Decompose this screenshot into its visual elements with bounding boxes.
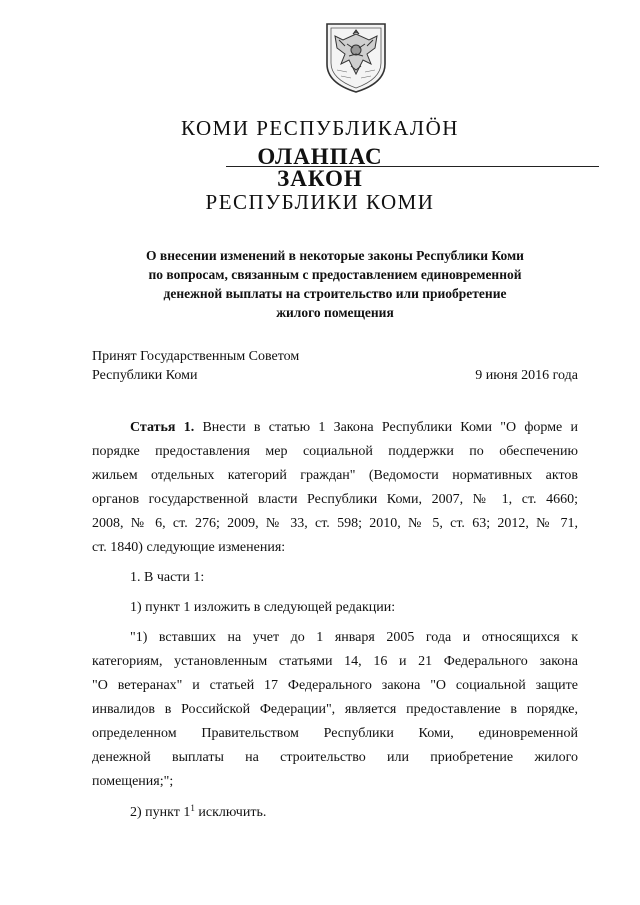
article-text: Внести в статью 1 Закона Республики Коми "О форме и xyxy=(202,420,579,435)
quote-line: "1) вставших на учет до 1 января 2005 года и относящихся к xyxy=(130,630,578,645)
part-1-heading: 1. В части 1: xyxy=(130,570,205,585)
point-1-heading: 1) пункт 1 изложить в следующей редакции: xyxy=(130,600,396,615)
article-line: порядке предоставления мер социальной поддержки по обеспечению xyxy=(92,444,578,459)
law-title-line: по вопросам, связанным с предоставлением единовременной xyxy=(148,267,522,282)
law-title-line: жилого помещения xyxy=(276,305,394,320)
point-2-line xyxy=(130,804,578,822)
quote-line: определенном Правительством Республики Коми, единовременной xyxy=(92,726,578,741)
quote-line: помещения;"; xyxy=(92,774,174,789)
header-olanpas: ОЛАНПАС xyxy=(257,144,383,169)
header-komi-line: КОМИ РЕСПУБЛИКАЛÖН xyxy=(181,116,459,140)
coat-of-arms-emblem xyxy=(323,20,389,94)
quote-line: инвалидов в Российской Федерации", является предоставление в порядке, xyxy=(92,702,578,717)
quote-line: категориям, установленным статьями 14, 16 и 21 Федерального закона xyxy=(92,654,578,669)
article-line: ст. 1840) следующие изменения: xyxy=(92,540,286,555)
article-label: Статья 1. xyxy=(130,420,195,435)
law-title xyxy=(80,246,590,322)
adoption-date: 9 июня 2016 года xyxy=(475,368,578,383)
header-respubliki: РЕСПУБЛИКИ КОМИ xyxy=(205,190,435,214)
point-2-superscript: 1 xyxy=(190,803,195,813)
article-line: органов государственной власти Республики Коми, 2007, № 1, ст. 4660; xyxy=(92,492,578,507)
article-line: 2008, № 6, ст. 276; 2009, № 33, ст. 598; 2010, № 5, ст. 63; 2012, № 71, xyxy=(92,516,578,531)
law-title-line: денежной выплаты на строительство или приобретение xyxy=(163,286,507,301)
article-line: жильем отдельных категорий граждан" (Ведомости нормативных актов xyxy=(92,468,578,483)
law-title-line: О внесении изменений в некоторые законы Республики Коми xyxy=(146,248,524,263)
quote-line: "О ветеранах" и статьей 17 Федерального закона "О социальной защите xyxy=(92,678,578,693)
adoption-info xyxy=(92,347,299,385)
adoption-line: Республики Коми xyxy=(92,368,198,383)
point-2-prefix: 2) пункт 1 xyxy=(130,805,191,820)
quote-line: денежной выплаты на строительство или приобретение жилого xyxy=(92,750,578,765)
point-2-suffix: исключить. xyxy=(194,805,267,820)
header-zakon: ЗАКОН xyxy=(277,166,363,191)
article-1-first-line xyxy=(130,419,578,437)
adoption-line: Принят Государственным Советом xyxy=(92,349,300,364)
